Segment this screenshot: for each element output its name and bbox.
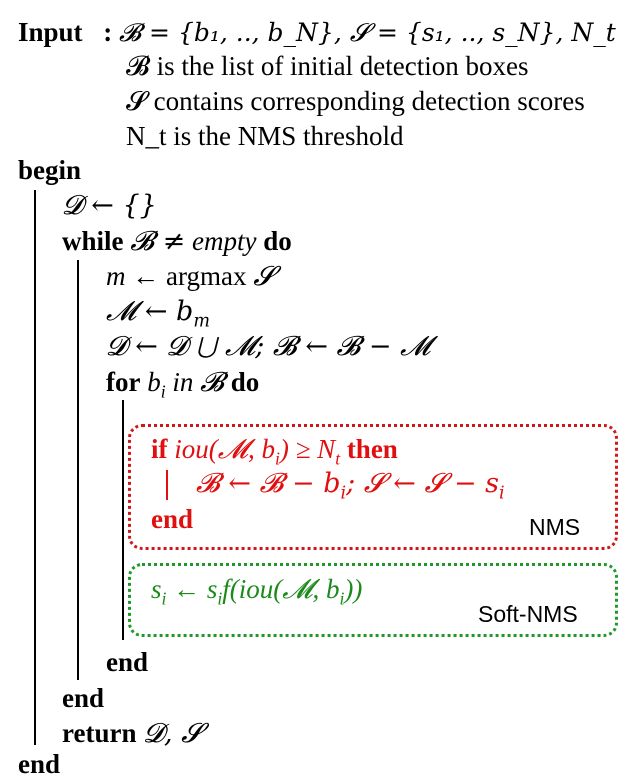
nms-update-sub2: i — [499, 483, 505, 504]
input-desc-scores: 𝓢 contains corresponding detection scores — [126, 86, 585, 116]
for-line — [106, 366, 259, 407]
while-keyword: while — [62, 226, 124, 256]
return-values: 𝓓, 𝓢 — [143, 718, 203, 749]
soft-nms-label: Soft-NMS — [478, 601, 578, 627]
argmax-line — [106, 260, 274, 293]
while-empty: empty — [192, 226, 257, 256]
while-do: do — [263, 226, 292, 256]
nms-update-sub: i — [340, 483, 347, 504]
soft-rhs-sub: i — [217, 588, 223, 609]
begin-keyword: begin — [18, 155, 82, 185]
for-var-sub: i — [160, 381, 166, 402]
nms-if-bar — [166, 470, 168, 500]
nms-update-line — [196, 468, 505, 509]
return-line — [62, 717, 202, 750]
begin-end-keyword: end — [18, 749, 61, 779]
nms-if-cond-rest: ) ≥ N — [279, 434, 336, 464]
input-colon: : — [103, 17, 113, 47]
for-keyword: for — [106, 367, 141, 397]
argmax-op: argmax — [166, 261, 247, 291]
soft-rhs-end: )) — [344, 574, 363, 604]
input-desc-threshold: N_t is the NMS threshold — [126, 121, 404, 151]
return-keyword: return — [62, 718, 137, 748]
soft-nms-line — [151, 573, 362, 614]
nms-label: NMS — [529, 514, 581, 540]
while-end-keyword: end — [62, 683, 105, 713]
for-in: in — [172, 367, 194, 397]
soft-rhs: ← s — [173, 574, 218, 604]
nms-end-keyword: end — [151, 504, 194, 534]
for-end-keyword: end — [106, 647, 149, 677]
soft-lhs: s — [151, 574, 162, 604]
input-line — [18, 16, 616, 49]
input-keyword: Input — [18, 17, 83, 47]
while-line — [62, 225, 292, 258]
nms-update-rest: ; 𝓢 ← 𝓢 − s — [346, 468, 500, 499]
nms-then-keyword: then — [346, 434, 398, 464]
while-block-bar — [77, 260, 79, 680]
for-do: do — [230, 367, 260, 397]
input-desc-boxes: 𝓑 is the list of initial detection boxes — [126, 51, 529, 81]
nms-if-keyword: if — [151, 434, 168, 464]
argmax-arg: 𝓢 — [253, 261, 275, 292]
m-assign: m ← — [106, 261, 160, 291]
m-select-expr: 𝓜 ← b — [106, 296, 194, 327]
d-init-line: 𝓓 ← {} — [62, 190, 157, 221]
soft-rhs-rest: f(iou(𝓜, b — [222, 574, 340, 604]
soft-rhs-sub2: i — [339, 588, 345, 609]
nms-if-cond-sub2: t — [335, 448, 341, 469]
m-select-sub: m — [193, 311, 210, 332]
nms-if-cond-sub: i — [274, 448, 280, 469]
nms-update-expr: 𝓑 ← 𝓑 − b — [196, 468, 341, 499]
soft-lhs-sub: i — [161, 588, 167, 609]
nms-if-cond: iou(𝓜, b — [174, 434, 275, 464]
for-set: 𝓑 — [200, 367, 224, 398]
while-condition: 𝓑 ≠ — [130, 226, 186, 257]
input-signature: 𝓑 = {b₁, .., b_N}, 𝓢 = {s₁, .., s_N}, N_t — [119, 18, 616, 47]
d-update-line: 𝓓 ← 𝓓 ⋃ 𝓜; 𝓑 ← 𝓑 − 𝓜 — [106, 331, 431, 362]
for-var: b — [147, 367, 161, 397]
for-block-bar — [122, 400, 124, 640]
begin-block-bar — [34, 190, 36, 745]
